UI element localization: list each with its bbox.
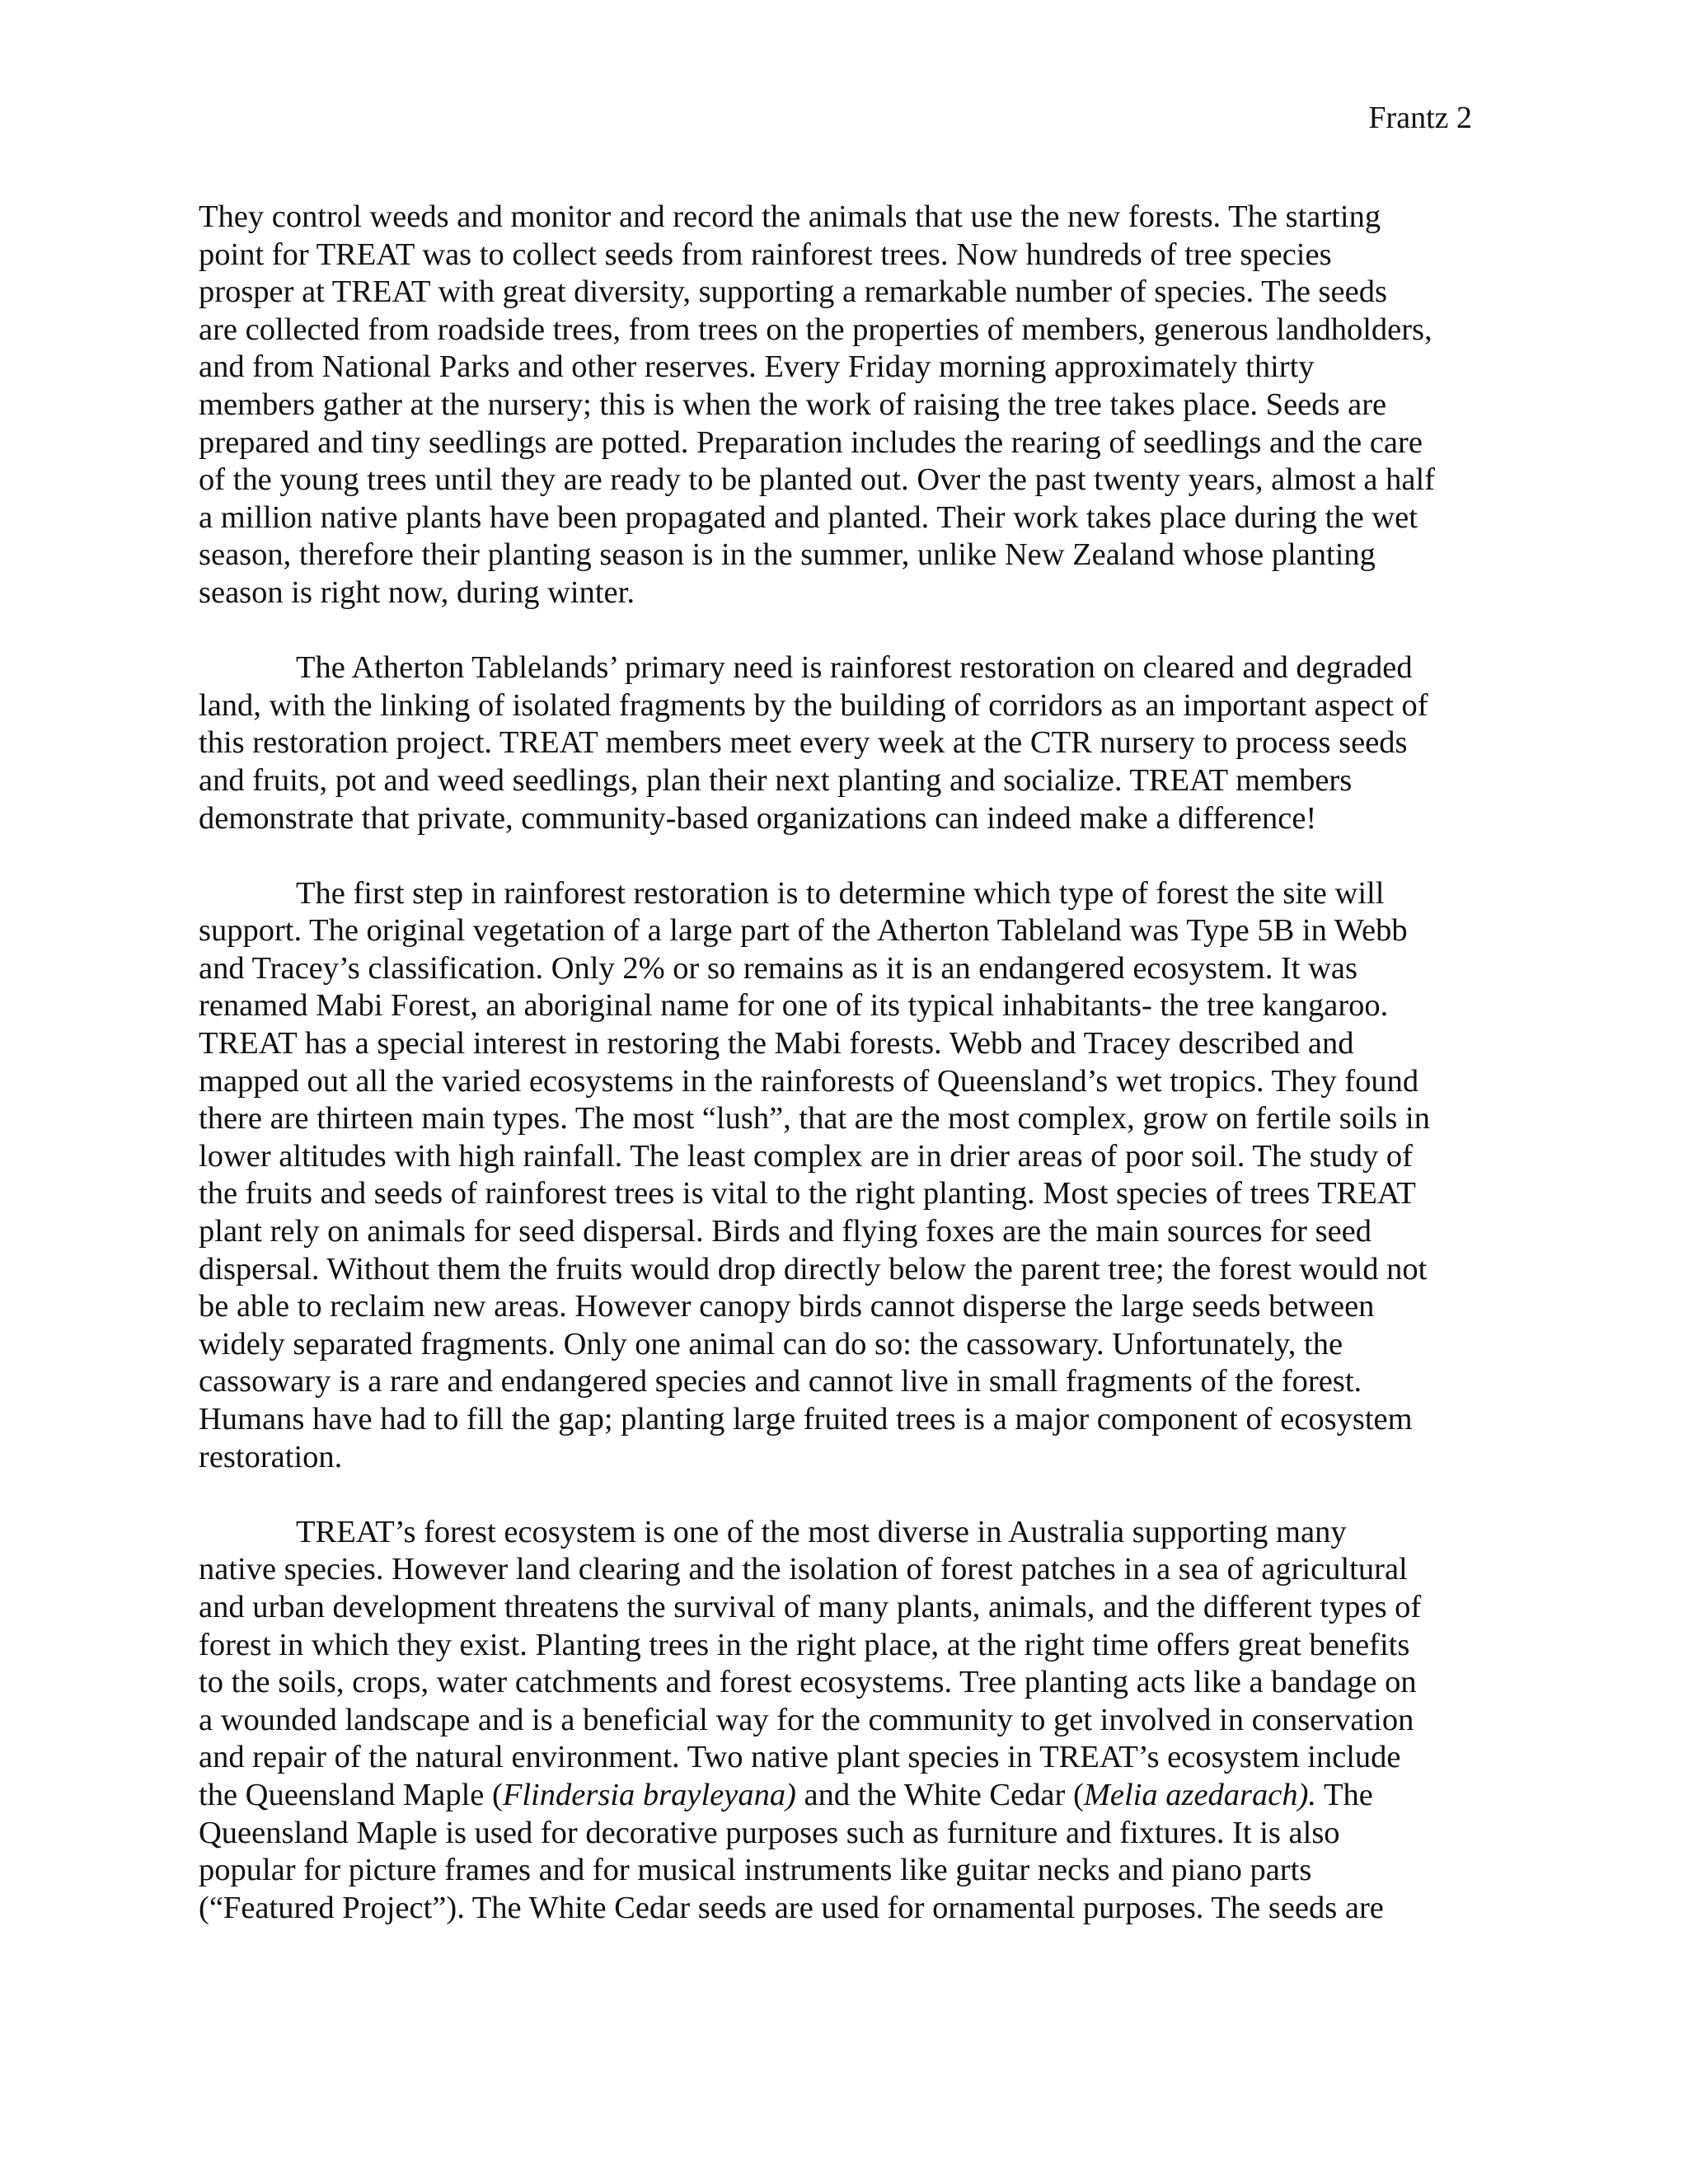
text-line: renamed Mabi Forest, an aboriginal name for one of its typical inhabitants- the tree kangaroo. bbox=[199, 988, 1389, 1024]
text-line: of the young trees until they are ready to be planted out. Over the past twenty years, almost a half bbox=[199, 462, 1435, 498]
text-fragment: and the White Cedar ( bbox=[795, 1777, 1084, 1812]
text-fragment: The bbox=[1316, 1777, 1373, 1812]
document-body bbox=[199, 199, 1484, 1927]
text-line: season is right now, during winter. bbox=[199, 574, 635, 610]
text-line: Queensland Maple is used for decorative purposes such as furniture and fixtures. It is also bbox=[199, 1815, 1340, 1850]
paragraph-gap bbox=[199, 1476, 1484, 1514]
text-line: (“Featured Project”). The White Cedar seeds are used for ornamental purposes. The seeds are bbox=[199, 1890, 1384, 1925]
text-line-with-species bbox=[199, 1777, 1484, 1815]
text-line: popular for picture frames and for musical instruments like guitar necks and piano parts bbox=[199, 1853, 1312, 1888]
text-fragment: the Queensland Maple ( bbox=[199, 1777, 503, 1812]
text-line: point for TREAT was to collect seeds from rainforest trees. Now hundreds of tree species bbox=[199, 237, 1332, 272]
text-line: plant rely on animals for seed dispersal. Birds and flying foxes are the main sources for seed bbox=[199, 1214, 1372, 1249]
species-name-cedar: Melia azedarach). bbox=[1083, 1777, 1317, 1812]
text-line: are collected from roadside trees, from trees on the properties of members, generous landholders, bbox=[199, 312, 1432, 347]
text-line: support. The original vegetation of a large part of the Atherton Tableland was Type 5B in Webb bbox=[199, 913, 1408, 949]
text-line: and from National Parks and other reserves. Every Friday morning approximately thirty bbox=[199, 349, 1315, 385]
text-line: The Atherton Tablelands’ primary need is rainforest restoration on cleared and degraded bbox=[296, 650, 1413, 686]
text-line: and fruits, pot and weed seedlings, plan their next planting and socialize. TREAT members bbox=[199, 762, 1353, 798]
text-line: TREAT has a special interest in restoring the Mabi forests. Webb and Tracey described and bbox=[199, 1026, 1354, 1062]
text-line: land, with the linking of isolated fragments by the building of corridors as an important aspect of bbox=[199, 687, 1428, 723]
text-line: The first step in rainforest restoration is to determine which type of forest the site will bbox=[296, 875, 1385, 911]
text-line: widely separated fragments. Only one animal can do so: the cassowary. Unfortunately, the bbox=[199, 1326, 1343, 1361]
text-line: and Tracey’s classification. Only 2% or so remains as it is an endangered ecosystem. It was bbox=[199, 950, 1357, 986]
text-line: prosper at TREAT with great diversity, supporting a remarkable number of species. The seeds bbox=[199, 274, 1387, 310]
text-line: be able to reclaim new areas. However canopy birds cannot disperse the large seeds between bbox=[199, 1289, 1375, 1324]
text-line: members gather at the nursery; this is when the work of raising the tree takes place. Seeds are bbox=[199, 387, 1387, 422]
text-line: this restoration project. TREAT members meet every week at the CTR nursery to process seeds bbox=[199, 725, 1408, 761]
text-line: the fruits and seeds of rainforest trees is vital to the right planting. Most species of trees TREAT bbox=[199, 1176, 1416, 1212]
text-line: there are thirteen main types. The most “lush”, that are the most complex, grow on fertile soils in bbox=[199, 1101, 1430, 1137]
text-line: prepared and tiny seedlings are potted. Preparation includes the rearing of seedlings and the care bbox=[199, 424, 1423, 460]
text-line: dispersal. Without them the fruits would drop directly below the parent tree; the forest would not bbox=[199, 1251, 1428, 1286]
page-number-label: Frantz 2 bbox=[1368, 101, 1472, 135]
text-line: lower altitudes with high rainfall. The least complex are in drier areas of poor soil. The study of bbox=[199, 1138, 1413, 1174]
text-line: demonstrate that private, community-based organizations can indeed make a difference! bbox=[199, 800, 1317, 836]
text-line: season, therefore their planting season is in the summer, unlike New Zealand whose planting bbox=[199, 537, 1376, 573]
text-line: a wounded landscape and is a beneficial way for the community to get involved in conservation bbox=[199, 1702, 1414, 1737]
paragraph-3 bbox=[199, 875, 1484, 1477]
text-line: Humans have had to fill the gap; planting large fruited trees is a major component of ecosystem bbox=[199, 1402, 1413, 1436]
text-line: and repair of the natural environment. Two native plant species in TREAT’s ecosystem include bbox=[199, 1740, 1401, 1775]
species-name-maple: Flindersia brayleyana) bbox=[502, 1777, 796, 1812]
text-line: a million native plants have been propagated and planted. Their work takes place during the wet bbox=[199, 499, 1418, 535]
page-header bbox=[1368, 99, 1472, 137]
text-line: forest in which they exist. Planting trees in the right place, at the right time offers great benefits bbox=[199, 1627, 1410, 1662]
paragraph-gap bbox=[199, 612, 1484, 650]
text-line: cassowary is a rare and endangered species and cannot live in small fragments of the forest. bbox=[199, 1364, 1362, 1399]
paragraph-gap bbox=[199, 837, 1484, 875]
text-line: TREAT’s forest ecosystem is one of the most diverse in Australia supporting many bbox=[296, 1514, 1347, 1549]
text-line: native species. However land clearing and the isolation of forest patches in a sea of agricultural bbox=[199, 1552, 1408, 1587]
text-line: to the soils, crops, water catchments and forest ecosystems. Tree planting acts like a bandage on bbox=[199, 1665, 1417, 1700]
paragraph-2 bbox=[199, 649, 1484, 837]
paragraph-1 bbox=[199, 199, 1484, 612]
text-line: restoration. bbox=[199, 1439, 343, 1474]
text-line: They control weeds and monitor and record the animals that use the new forests. The starting bbox=[199, 199, 1381, 234]
paragraph-4 bbox=[199, 1514, 1484, 1928]
text-line: and urban development threatens the survival of many plants, animals, and the different types of bbox=[199, 1589, 1422, 1624]
text-line: mapped out all the varied ecosystems in the rainforests of Queensland’s wet tropics. They found bbox=[199, 1063, 1419, 1099]
